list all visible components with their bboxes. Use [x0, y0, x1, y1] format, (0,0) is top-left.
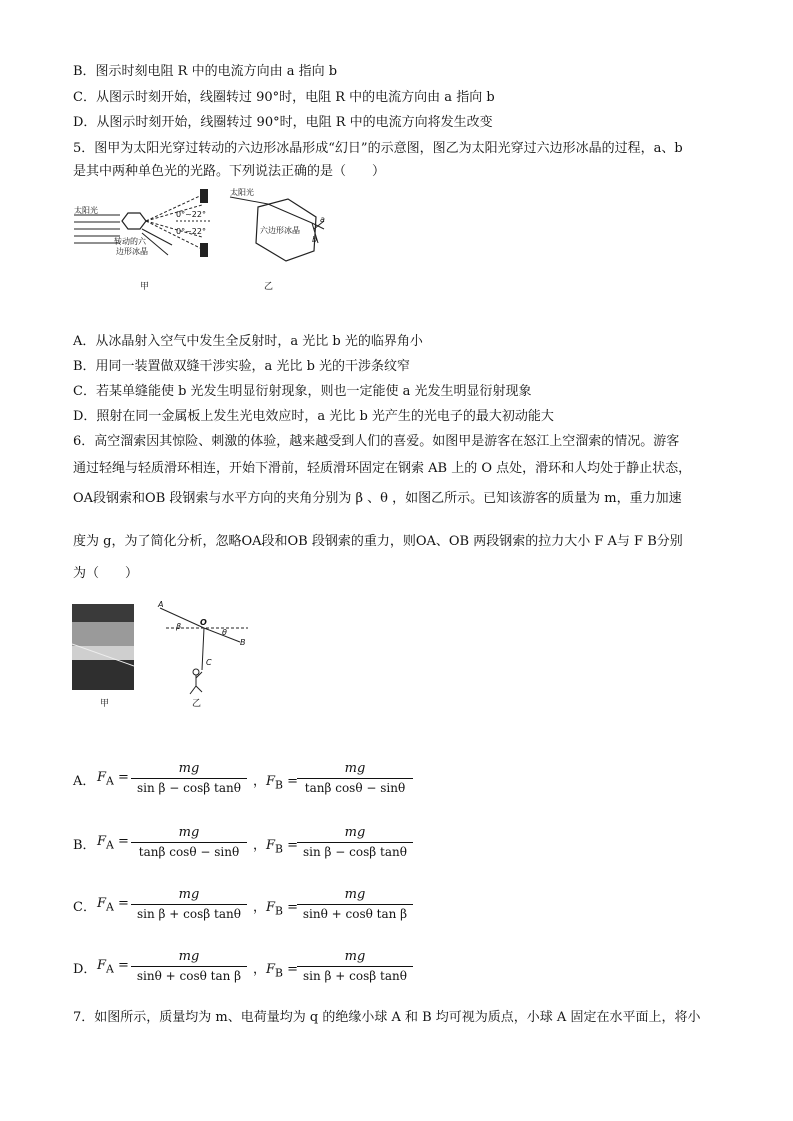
q6-stem-line2: 通过轻绳与轻质滑环相连，开始下滑前，轻质滑环固定在钢索 AB 上的 O 点处，滑环和人均处于静止状态，	[73, 461, 692, 476]
q6-figure-jia-photo	[72, 604, 134, 690]
q4-option-d: D．从图示时刻开始，线圈转过 90°时，电阻 R 中的电流方向将发生改变	[73, 115, 493, 130]
q6-option-c: C． $F_A$ = mg sin β + cosβ tanθ ，$F_B$ = mg sinθ + cosθ tan β	[73, 886, 433, 932]
q5-figure-yi-drawing	[228, 185, 338, 295]
q6-yi-caption: 乙	[192, 699, 202, 709]
q5-jia-ice-label: 转动的六	[114, 237, 146, 246]
q6-option-b: B． $F_A$ = mg tanβ cosθ − sinθ ，$F_B$ = mg sin β − cosβ tanθ	[73, 824, 433, 870]
q5-yi-ice-label: 六边形冰晶	[260, 226, 300, 235]
q6-stem-line5: 为（ ）	[73, 566, 139, 581]
q6-c-fb-fraction	[297, 886, 413, 923]
q6-option-d: D． $F_A$ = mg sinθ + cosθ tan β ，$F_B$ = mg sin β + cosβ tanθ	[73, 948, 433, 994]
q5-stem-line2: 是其中两种单色光的光路。下列说法正确的是（ ）	[73, 164, 386, 179]
q6-d-fa-sub: A	[106, 962, 114, 976]
q5-option-b: B．用同一装置做双缝干涉实验，a 光比 b 光的干涉条纹窄	[73, 359, 411, 374]
q6-c-fb-label: F	[266, 900, 276, 915]
q6-angle-theta: θ	[222, 628, 227, 637]
q6-a-fb-sub: B	[275, 778, 284, 792]
q6-c-fa-label: F	[97, 896, 107, 911]
q6-option-b-lead: B．	[73, 838, 96, 853]
q6-c-fb-num: mg	[344, 887, 366, 902]
q6-b-fb-den: sin β − cosβ tanθ	[303, 845, 407, 859]
q6-b-fb-label: F	[266, 838, 276, 853]
q6-b-fa-den: tanβ cosθ − sinθ	[138, 845, 240, 859]
q6-b-fa-fraction	[131, 824, 247, 861]
q6-c-fb-sub: B	[275, 904, 284, 918]
q6-d-fa-num: mg	[178, 949, 200, 964]
q5-jia-caption: 甲	[140, 282, 150, 292]
q6-a-fa-num: mg	[178, 761, 200, 776]
q6-point-b: B	[240, 638, 246, 647]
q4-option-c: C．从图示时刻开始，线圈转过 90°时，电阻 R 中的电流方向由 a 指向 b	[73, 90, 495, 105]
q5-yi-b-label: b	[312, 235, 318, 244]
q6-option-a: A． $F_A$ = mg sin β − cosβ tanθ ，$F_B$ = mg tanβ cosθ − sinθ	[73, 760, 433, 806]
q6-stem-line1: 6．高空溜索因其惊险、刺激的体验，越来越受到人们的喜爱。如图甲是游客在怒江上空溜索的情况。游客	[73, 434, 680, 449]
q6-angle-beta: β	[176, 622, 182, 631]
q5-option-d: D．照射在同一金属板上发生光电效应时，a 光比 b 光产生的光电子的最大初动能大	[73, 409, 554, 424]
q5-figure-yi	[228, 185, 338, 295]
q6-d-fb-sub: B	[275, 966, 284, 980]
q6-photo-drawing	[72, 604, 134, 690]
q6-d-fa-fraction	[131, 948, 247, 985]
q5-jia-ice-label2: 边形冰晶	[116, 247, 148, 256]
q6-option-d-lead: D．	[73, 962, 97, 977]
q6-b-fb-num: mg	[344, 825, 366, 840]
q5-yi-caption: 乙	[264, 282, 274, 292]
q6-point-a: A	[158, 600, 164, 609]
q6-c-fa-num: mg	[178, 887, 200, 902]
q6-d-fb-den: sin β + cosβ tanθ	[303, 969, 407, 983]
q6-c-fa-den: sin β + cosβ tanθ	[137, 907, 241, 921]
q5-yi-a-label: a	[320, 215, 325, 224]
q6-stem-line3: OA段钢索和OB 段钢索与水平方向的夹角分别为 β 、θ ，如图乙所示。已知该游客的质量为 m，重力加速	[73, 491, 682, 506]
q6-b-fa-num: mg	[178, 825, 200, 840]
q5-option-c: C．若某单缝能使 b 光发生明显衍射现象，则也一定能使 a 光发生明显衍射现象	[73, 384, 532, 399]
q5-jia-angle-bottom: 0°~22°	[176, 227, 206, 236]
q5-yi-sun-label: 太阳光	[230, 188, 254, 197]
q6-a-fb-label: F	[266, 774, 276, 789]
q6-d-fb-num: mg	[344, 949, 366, 964]
q6-d-fb-label: F	[266, 962, 276, 977]
q6-a-fa-label: F	[97, 770, 107, 785]
q5-option-a: A．从冰晶射入空气中发生全反射时，a 光比 b 光的临界角小	[73, 334, 423, 349]
q6-d-fb-fraction	[297, 948, 413, 985]
q6-figure-yi	[152, 600, 252, 709]
q5-stem-line1: 5．图甲为太阳光穿过转动的六边形冰晶形成“幻日”的示意图，图乙为太阳光穿过六边形冰晶的过程，a、b	[73, 141, 683, 156]
q6-point-c: C	[206, 658, 212, 667]
q6-a-fa-den: sin β − cosβ tanθ	[137, 781, 241, 795]
q6-a-fb-num: mg	[344, 761, 366, 776]
q6-a-fa-sub: A	[106, 774, 114, 788]
q6-jia-caption: 甲	[100, 699, 110, 709]
q6-option-c-lead: C．	[73, 900, 96, 915]
q6-c-fb-den: sinθ + cosθ tan β	[302, 907, 408, 921]
q7-stem-line1: 7．如图所示，质量均为 m、电荷量均为 q 的绝缘小球 A 和 B 均可视为质点，小球 A 固定在水平面上，将小	[73, 1010, 701, 1025]
q6-b-fa-label: F	[97, 834, 107, 849]
q6-option-a-lead: A．	[73, 774, 96, 789]
q6-stem-line4: 度为 g，为了简化分析，忽略OA段和OB 段钢索的重力，则OA、OB 两段钢索的拉力大小 F A与 F B分别	[73, 534, 683, 549]
q6-c-fa-sub: A	[106, 900, 114, 914]
q6-d-fa-label: F	[97, 958, 107, 973]
q6-point-o: O	[200, 618, 207, 627]
q6-b-fb-fraction	[297, 824, 413, 861]
q5-figure-jia	[72, 185, 222, 295]
q5-jia-sun-label: 太阳光	[74, 206, 98, 215]
q5-jia-angle-top: 0°~22°	[176, 210, 206, 219]
q4-option-b: B．图示时刻电阻 R 中的电流方向由 a 指向 b	[73, 64, 338, 79]
q6-b-fb-sub: B	[275, 842, 284, 856]
q6-c-fa-fraction	[131, 886, 247, 923]
q6-a-fb-den: tanβ cosθ − sinθ	[304, 781, 406, 795]
q6-b-fa-sub: A	[106, 838, 114, 852]
q6-figure-yi-drawing	[152, 600, 252, 700]
q6-a-fb-fraction	[297, 760, 413, 797]
q6-d-fa-den: sinθ + cosθ tan β	[136, 969, 242, 983]
q6-a-fa-fraction	[131, 760, 247, 797]
